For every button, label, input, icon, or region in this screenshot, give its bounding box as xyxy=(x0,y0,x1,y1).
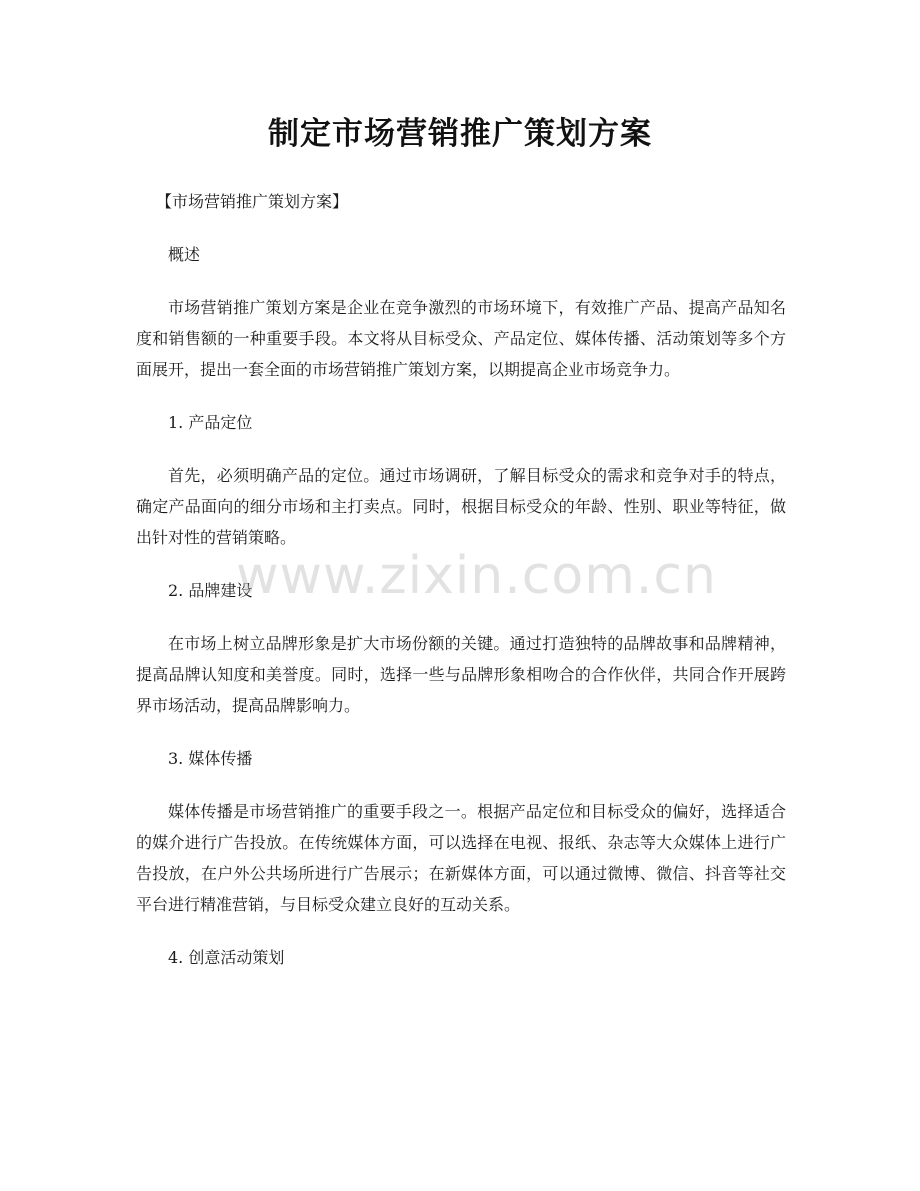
section-heading-1: 1. 产品定位 xyxy=(168,413,253,432)
section-paragraph-1: 首先，必须明确产品的定位。通过市场调研，了解目标受众的需求和竞争对手的特点，确定产品面向的细分市场和主打卖点。同时，根据目标受众的年龄、性别、职业等特征，做出针对性的营销策略。 xyxy=(136,466,786,547)
watermark: www.zixin.com.cn xyxy=(236,546,717,606)
section-heading-3: 3. 媒体传播 xyxy=(168,749,253,768)
section-paragraph-3: 媒体传播是市场营销推广的重要手段之一。根据产品定位和目标受众的偏好，选择适合的媒介进行广告投放。在传统媒体方面，可以选择在电视、报纸、杂志等大众媒体上进行广告投放，在户外公共场所进行广告展示；在新媒体方面，可以通过微博、微信、抖音等社交平台进行精准营销，与目标受众建立良好的互动关系。 xyxy=(136,802,786,914)
section-heading-2: 2. 品牌建设 xyxy=(168,581,253,600)
document-body xyxy=(136,186,786,995)
section-heading-4: 4. 创意活动策划 xyxy=(168,948,285,967)
overview-heading: 概述 xyxy=(168,245,201,264)
section-paragraph-2: 在市场上树立品牌形象是扩大市场份额的关键。通过打造独特的品牌故事和品牌精神，提高品牌认知度和美誉度。同时，选择一些与品牌形象相吻合的合作伙伴，共同合作开展跨界市场活动，提高品牌影响力。 xyxy=(136,634,786,715)
bracket-title: 【市场营销推广策划方案】 xyxy=(156,192,349,211)
overview-paragraph: 市场营销推广策划方案是企业在竞争激烈的市场环境下，有效推广产品、提高产品知名度和销售额的一种重要手段。本文将从目标受众、产品定位、媒体传播、活动策划等多个方面展开，提出一套全面的市场营销推广策划方案，以期提高企业市场竞争力。 xyxy=(136,298,786,379)
document-title: 制定市场营销推广策划方案 xyxy=(268,116,652,152)
